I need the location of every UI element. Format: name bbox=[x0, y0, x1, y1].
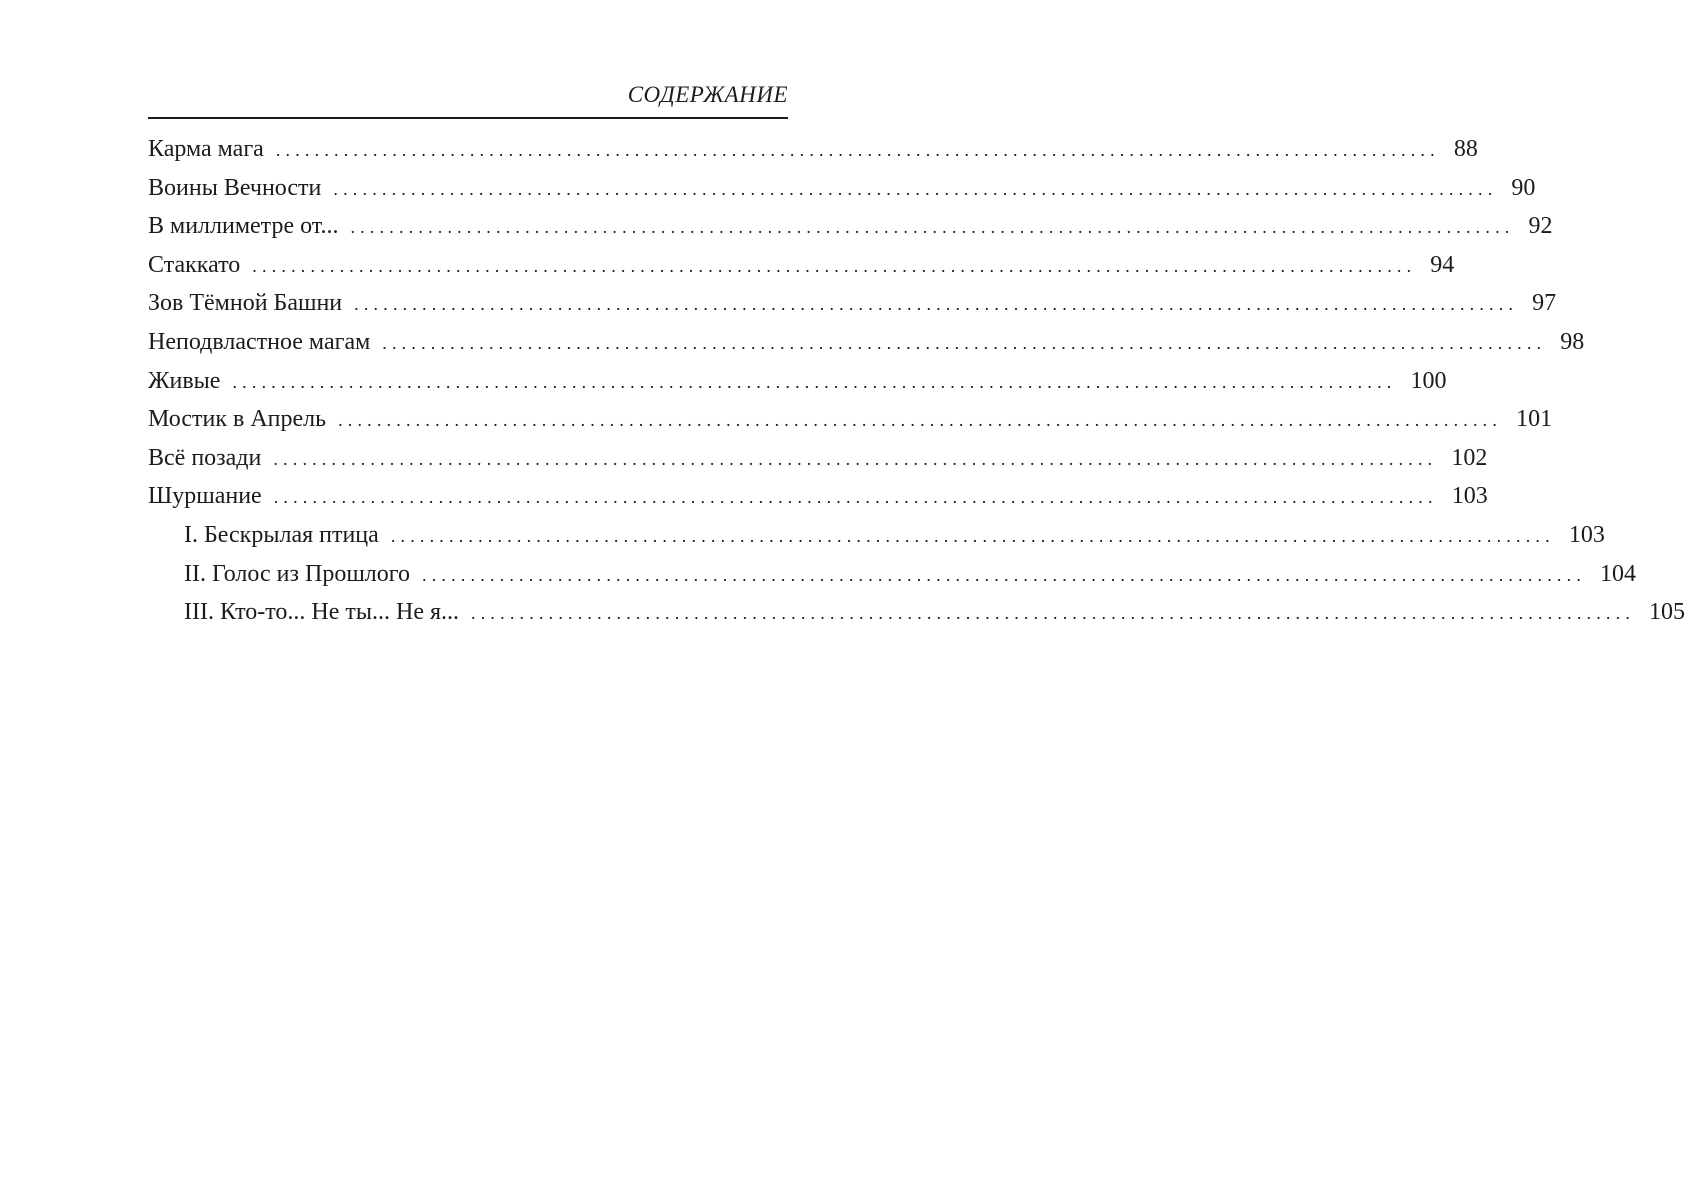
toc-entry-page: 104 bbox=[1600, 560, 1637, 587]
toc-entry-page: 97 bbox=[1532, 290, 1557, 317]
toc-entry-page: 103 bbox=[1568, 521, 1605, 548]
toc-dot-leader: ........................................................................................................................ bbox=[338, 410, 1503, 431]
toc-entry-title: Шуршание bbox=[148, 483, 262, 510]
toc-dot-leader: ........................................................................................................................ bbox=[252, 255, 1417, 276]
toc-entry-title: Всё позади bbox=[148, 444, 262, 471]
running-head: СОДЕРЖАНИЕ bbox=[627, 82, 788, 107]
toc-entry-title: II. Голос из Прошлого bbox=[184, 560, 411, 587]
toc-entry bbox=[148, 130, 1478, 169]
toc-dot-leader: ........................................................................................................................ bbox=[275, 140, 1440, 160]
toc-entry-page: 90 bbox=[1511, 174, 1536, 201]
toc-entry-title: Мостик в Апрель bbox=[148, 406, 327, 433]
toc-entry-title: Воины Вечности bbox=[148, 174, 322, 201]
toc-dot-leader: ........................................................................................................................ bbox=[333, 178, 1498, 199]
toc-entry-page: 98 bbox=[1560, 328, 1585, 355]
toc-entry-page: 105 bbox=[1649, 599, 1685, 626]
toc-entry-page: 100 bbox=[1410, 367, 1447, 394]
toc-entry-title: Живые bbox=[148, 367, 221, 394]
toc-entry-title: III. Кто-то... Не ты... Не я... bbox=[184, 599, 460, 626]
toc-dot-leader: ........................................................................................................................ bbox=[382, 332, 1547, 353]
toc-subentry bbox=[148, 593, 1685, 632]
toc-entry-title: Карма мага bbox=[148, 136, 264, 162]
toc-entry-page: 103 bbox=[1451, 483, 1488, 510]
toc-dot-leader: ........................................................................................................................ bbox=[390, 525, 1555, 546]
toc-entry-title: Неподвластное магам bbox=[148, 328, 371, 355]
toc-entry bbox=[148, 323, 1585, 362]
toc-dot-leader: ........................................................................................................................ bbox=[232, 371, 1397, 392]
toc-dot-leader: ........................................................................................................................ bbox=[471, 603, 1636, 624]
toc-dot-leader: ........................................................................................................................ bbox=[350, 217, 1515, 238]
toc-entry-page: 94 bbox=[1430, 251, 1455, 278]
toc-entry-page: 102 bbox=[1451, 444, 1488, 471]
toc-subentry bbox=[148, 555, 1637, 594]
toc-entry bbox=[148, 207, 1553, 246]
header-rule bbox=[148, 117, 788, 119]
toc-entry bbox=[148, 246, 1455, 285]
toc-entry bbox=[148, 284, 1557, 323]
toc-dot-leader: ........................................................................................................................ bbox=[273, 487, 1438, 508]
toc-entry-title: Зов Тёмной Башни bbox=[148, 290, 343, 317]
toc-entry bbox=[148, 439, 1488, 478]
toc-dot-leader: ........................................................................................................................ bbox=[354, 294, 1519, 315]
toc-entry-title: I. Бескрылая птица bbox=[184, 521, 379, 548]
toc-entry bbox=[148, 362, 1447, 401]
toc-entry bbox=[148, 477, 1488, 516]
toc-entry-page: 88 bbox=[1453, 136, 1478, 162]
toc-entry-title: В миллиметре от... bbox=[148, 213, 339, 240]
toc-entry-page: 101 bbox=[1516, 406, 1553, 433]
toc-dot-leader: ........................................................................................................................ bbox=[273, 448, 1438, 469]
toc-dot-leader: ........................................................................................................................ bbox=[422, 564, 1587, 585]
toc-subentry bbox=[148, 516, 1605, 555]
table-of-contents bbox=[148, 130, 1685, 632]
toc-entry-page: 92 bbox=[1528, 213, 1553, 240]
toc-entry bbox=[148, 169, 1536, 208]
toc-entry-title: Стаккато bbox=[148, 251, 241, 278]
toc-entry bbox=[148, 400, 1553, 439]
